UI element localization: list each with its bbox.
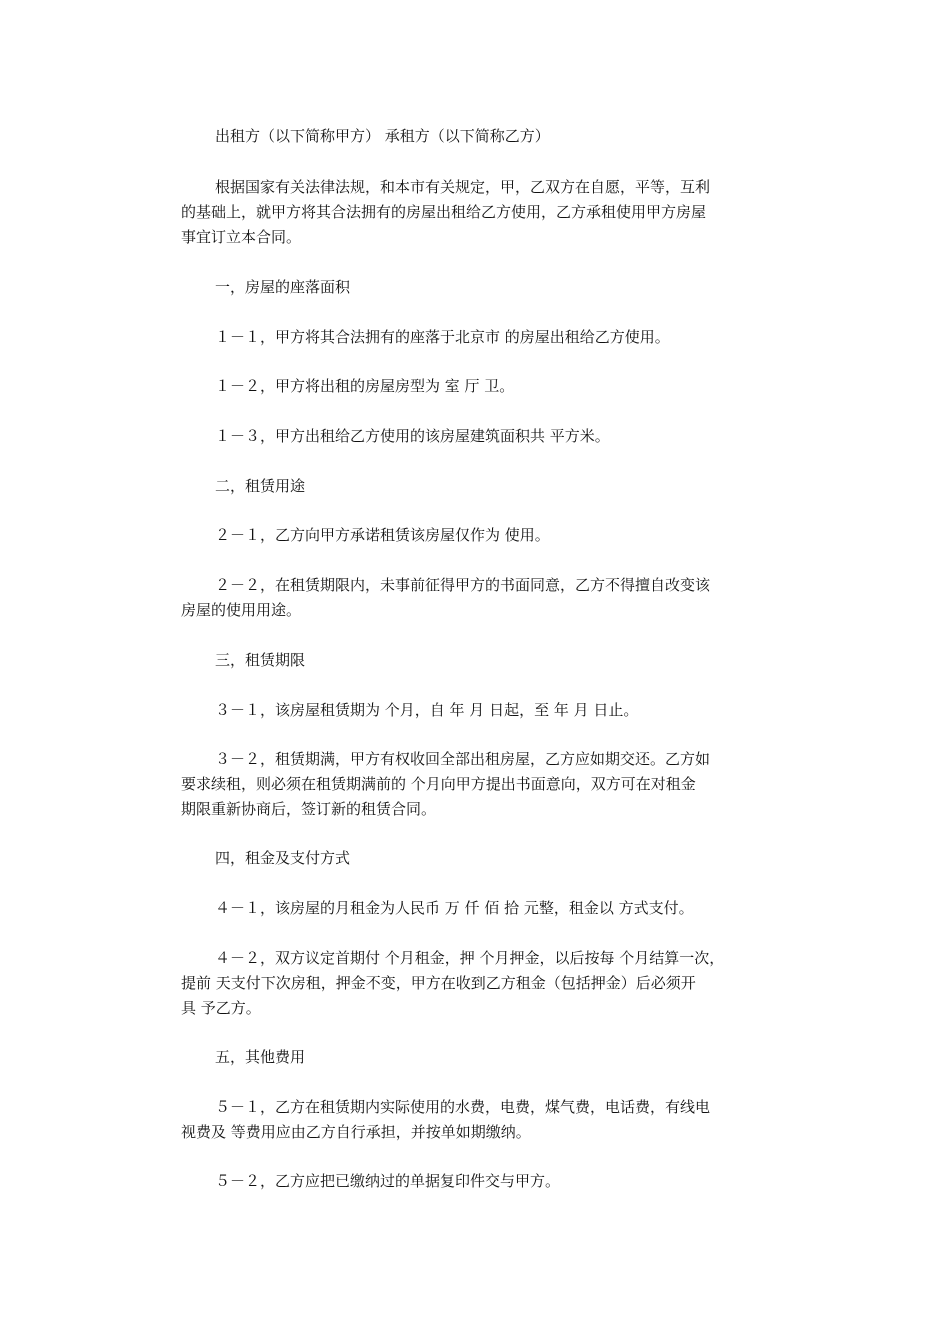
clause-2-2-line-2: 房屋的使用用途。	[181, 601, 302, 619]
clause-5-2: ５－２，乙方应把已缴纳过的单据复印件交与甲方。	[215, 1172, 561, 1190]
clause-1-1: １－１，甲方将其合法拥有的座落于北京市 的房屋出租给乙方使用。	[215, 328, 670, 346]
clause-2-2-line-1: ２－２，在租赁期限内，未事前征得甲方的书面同意，乙方不得擅自改变该	[215, 576, 711, 594]
preamble-line-3: 事宜订立本合同。	[181, 228, 302, 246]
clause-4-2-line-3: 具 予乙方。	[181, 999, 261, 1017]
preamble-line-1: 根据国家有关法律法规，和本市有关规定，甲，乙双方在自愿，平等，互利	[215, 178, 711, 196]
clause-2-1: ２－１，乙方向甲方承诺租赁该房屋仅作为 使用。	[215, 526, 550, 544]
clause-5-1-line-1: ５－１，乙方在租赁期内实际使用的水费，电费，煤气费，电话费，有线电	[215, 1098, 711, 1116]
clause-4-2-line-2: 提前 天支付下次房租，押金不变，甲方在收到乙方租金（包括押金）后必须开	[181, 974, 696, 992]
clause-4-1: ４－１，该房屋的月租金为人民币 万 仟 佰 拾 元整，租金以 方式支付。	[215, 899, 694, 917]
clause-1-2: １－２，甲方将出租的房屋房型为 室 厅 卫。	[215, 377, 515, 395]
clause-1-3: １－３，甲方出租给乙方使用的该房屋建筑面积共 平方米。	[215, 427, 610, 445]
clause-3-2-line-3: 期限重新协商后，签订新的租赁合同。	[181, 800, 437, 818]
section-heading-1: 一，房屋的座落面积	[215, 278, 351, 296]
clause-3-2-line-2: 要求续租，则必须在租赁期满前的 个月向甲方提出书面意向，双方可在对租金	[181, 775, 696, 793]
section-heading-4: 四，租金及支付方式	[215, 849, 351, 867]
preamble-line-2: 的基础上，就甲方将其合法拥有的房屋出租给乙方使用，乙方承租使用甲方房屋	[181, 203, 707, 221]
clause-3-2-line-1: ３－２，租赁期满，甲方有权收回全部出租房屋，乙方应如期交还。乙方如	[215, 750, 711, 768]
clause-4-2-line-1: ４－２，双方议定首期付 个月租金，押 个月押金，以后按每 个月结算一次，	[215, 949, 725, 967]
clause-5-1-line-2: 视费及 等费用应由乙方自行承担，并按单如期缴纳。	[181, 1123, 531, 1141]
clause-3-1: ３－１，该房屋租赁期为 个月，自 年 月 日起，至 年 月 日止。	[215, 701, 639, 719]
section-heading-5: 五，其他费用	[215, 1048, 306, 1066]
parties-line: 出租方（以下简称甲方） 承租方（以下简称乙方）	[215, 127, 550, 145]
section-heading-3: 三，租赁期限	[215, 651, 306, 669]
section-heading-2: 二，租赁用途	[215, 477, 306, 495]
